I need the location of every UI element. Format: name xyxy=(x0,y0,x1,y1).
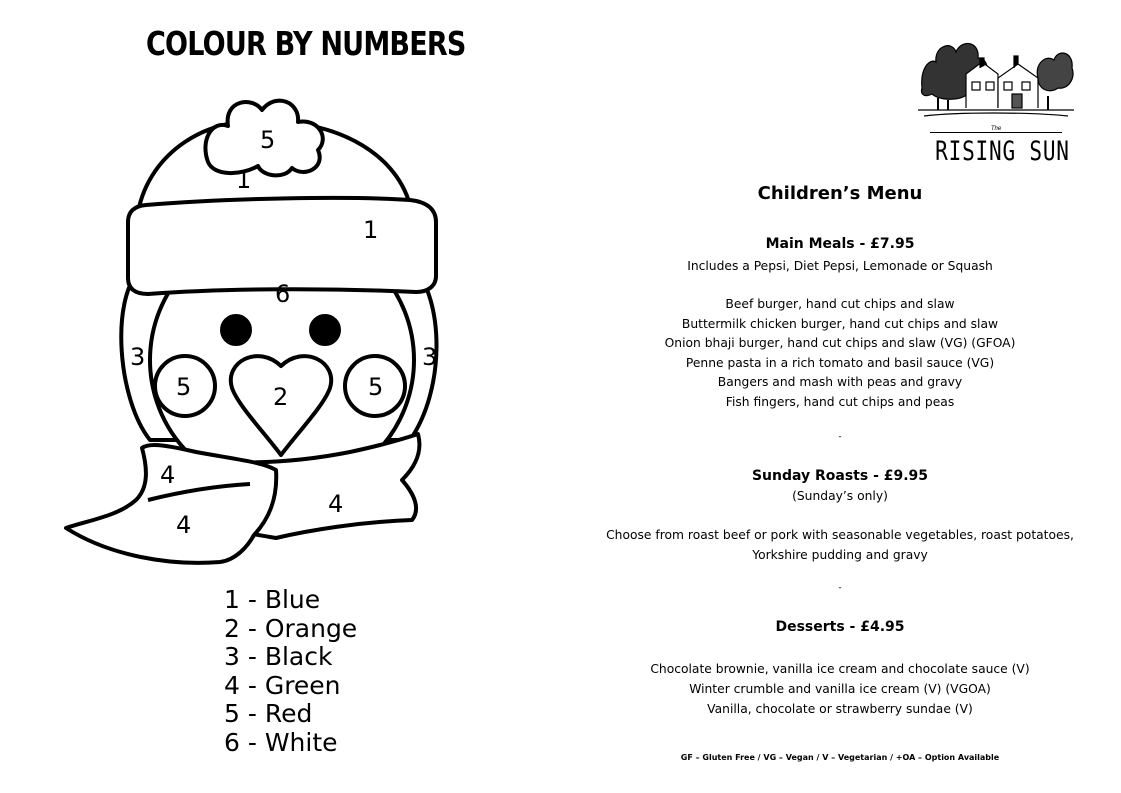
menu-item: Buttermilk chicken burger, hand cut chips and slaw xyxy=(681,317,999,331)
number-hat-band: 1 xyxy=(363,216,379,244)
desserts-heading: Desserts - £4.95 xyxy=(775,619,905,635)
legend-item: 6 - White xyxy=(224,727,338,757)
separator: - xyxy=(838,583,842,593)
logo-small-text: The xyxy=(990,126,1002,132)
main-meals-heading: Main Meals - £7.95 xyxy=(765,236,915,252)
number-beak: 2 xyxy=(273,383,289,411)
dessert-item: Winter crumble and vanilla ice cream (V) (VGOA) xyxy=(689,682,991,696)
right-eye xyxy=(311,316,339,344)
rising-sun-logo xyxy=(918,28,1074,168)
logo-name: RISING SUN xyxy=(935,136,1070,167)
number-body-right: 3 xyxy=(422,343,438,371)
menu-item: Beef burger, hand cut chips and slaw xyxy=(725,297,955,311)
logo-rule xyxy=(930,132,1062,133)
colour-legend xyxy=(224,586,357,758)
number-cheek-left: 5 xyxy=(176,373,192,401)
menu-item: Bangers and mash with peas and gravy xyxy=(717,375,963,389)
dietary-key-footnote: GF – Gluten Free / VG – Vegan / V – Vegetarian / +OA – Option Available xyxy=(680,753,1000,762)
colour-by-numbers-title: COLOUR BY NUMBERS xyxy=(146,24,466,63)
left-eye xyxy=(222,316,250,344)
legend-item: 5 - Red xyxy=(224,699,313,729)
menu-item: Fish fingers, hand cut chips and peas xyxy=(725,395,955,409)
legend-item: 2 - Orange xyxy=(224,613,358,643)
legend-item: 1 - Blue xyxy=(224,585,321,614)
menu-item: Penne pasta in a rich tomato and basil sauce (VG) xyxy=(685,356,995,370)
separator: - xyxy=(838,432,842,442)
legend-item: 4 - Green xyxy=(224,670,341,700)
menu-item: Onion bhaji burger, hand cut chips and slaw (VG) (GFOA) xyxy=(664,336,1016,350)
number-face: 6 xyxy=(275,280,291,308)
number-hat-top: 1 xyxy=(236,166,252,194)
sunday-roasts-note: (Sunday’s only) xyxy=(792,489,888,503)
sunday-roasts-line: Choose from roast beef or pork with seasonable vegetables, roast potatoes, xyxy=(606,528,1074,542)
legend-item: 3 - Black xyxy=(224,642,333,672)
dessert-item: Vanilla, chocolate or strawberry sundae (V) xyxy=(707,702,973,716)
dessert-item: Chocolate brownie, vanilla ice cream and chocolate sauce (V) xyxy=(650,662,1030,676)
number-body-left: 3 xyxy=(130,343,146,371)
sunday-roasts-line: Yorkshire pudding and gravy xyxy=(752,548,928,562)
number-scarf-end-bottom: 4 xyxy=(176,511,192,539)
pub-illustration xyxy=(918,28,1074,128)
number-cheek-right: 5 xyxy=(368,373,384,401)
number-scarf-end-top: 4 xyxy=(160,461,176,489)
number-scarf-right: 4 xyxy=(328,490,344,518)
penguin-colouring-picture xyxy=(60,90,440,580)
menu-title: Children’s Menu xyxy=(757,183,923,204)
number-pompom: 5 xyxy=(260,126,276,154)
main-meals-note: Includes a Pepsi, Diet Pepsi, Lemonade or Squash xyxy=(687,259,993,273)
sunday-roasts-heading: Sunday Roasts - £9.95 xyxy=(751,468,929,484)
